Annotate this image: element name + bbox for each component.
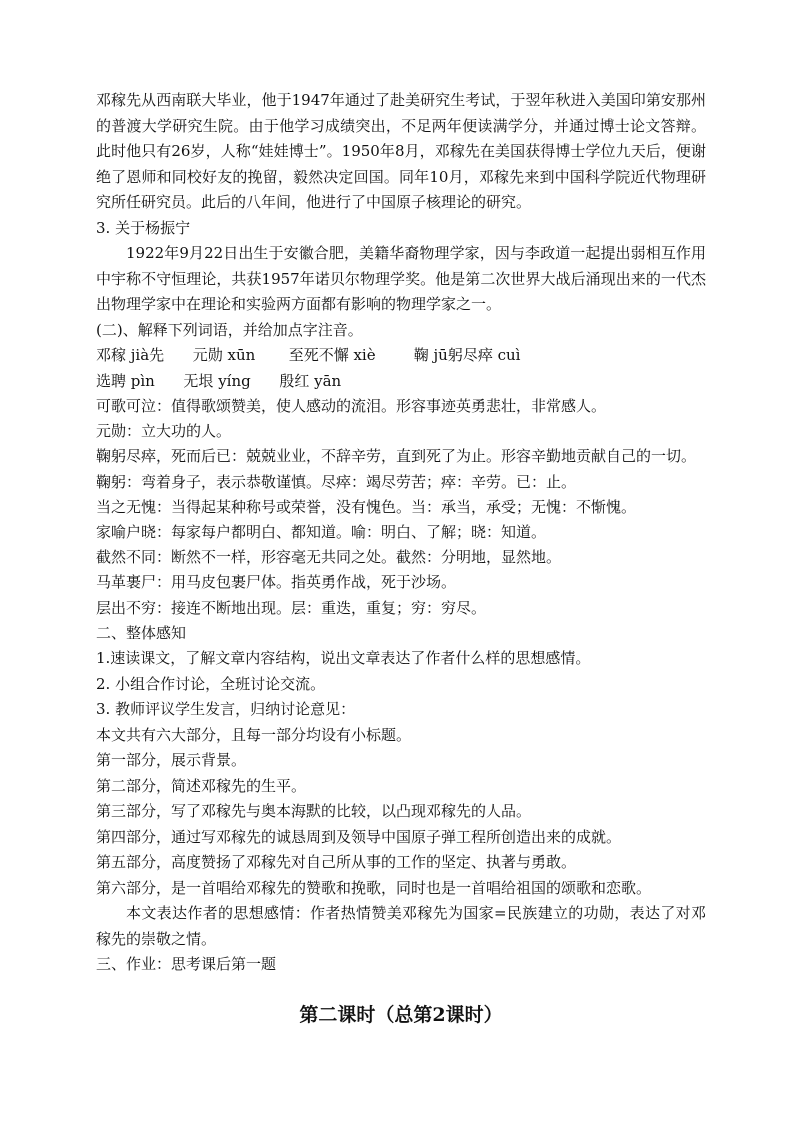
vocab-line: 选聘 pìn 无垠 yíng 殷红 yān — [96, 371, 342, 390]
definition-item: 家喻户晓：每家每户都明白、都知道。喻：明白、了解；晓：知道。 — [96, 523, 547, 542]
lesson-title: 第二课时（总第2课时） — [299, 1003, 503, 1026]
overview-item: 本文共有六大部分，且每一部分均设有小标题。 — [96, 725, 412, 744]
definition-item: 截然不同：断然不一样，形容毫无共同之处。截然：分明地，显然地。 — [96, 548, 562, 567]
overview-item: 2. 小组合作讨论，全班讨论交流。 — [96, 674, 326, 693]
definition-item: 元勋：立大功的人。 — [96, 422, 232, 441]
vocab-line: 邓稼 jià先 元勋 xūn 至死不懈 xiè 鞠 jū躬尽瘁 cuì — [96, 346, 521, 364]
definition-item: 马革裹尸：用马皮包裹尸体。指英勇作战，死于沙场。 — [96, 573, 457, 592]
paragraph-yang-biography: 1922年9月22日出生于安徽合肥，美籍华裔物理学家，因与李政道一起提出弱相互作用中宇称不守恒理论，共获1957年诺贝尔物理学奖。他是第二次世界大战后涌现出来的一代杰出物理学家中在理论和实验两方面都有影响的物理学家之一。 — [96, 244, 706, 313]
definition-item: 层出不穷：接连不断地出现。层：重迭，重复；穷：穷尽。 — [96, 598, 487, 617]
overview-item: 第一部分，展示背景。 — [96, 751, 247, 770]
overview-item: 第三部分，写了邓稼先与奥本海默的比较，以凸现邓稼先的人品。 — [96, 802, 532, 821]
definition-list — [96, 394, 706, 621]
section-heading-overview: 二、整体感知 — [96, 623, 187, 642]
section-heading-homework: 三、作业：思考课后第一题 — [96, 955, 277, 974]
overview-item: 1.速读课文，了解文章内容结构，说出文章表达了作者什么样的思想感情。 — [96, 649, 591, 668]
definition-item: 可歌可泣：值得歌颂赞美，使人感动的流泪。形容事迹英勇悲壮，非常感人。 — [96, 397, 607, 415]
overview-list — [96, 646, 706, 901]
overview-item: 3. 教师评议学生发言，归纳讨论意见： — [96, 700, 356, 719]
overview-item: 第六部分，是一首唱给邓稼先的赞歌和挽歌，同时也是一首唱给祖国的颂歌和恋歌。 — [96, 878, 652, 897]
overview-item: 第四部分，通过写邓稼先的诚恳周到及领导中国原子弹工程所创造出来的成就。 — [96, 827, 622, 846]
heading-vocab-task: (二)、解释下列词语，并给加点字注音。 — [96, 320, 363, 339]
paragraph-deng-biography: 邓稼先从西南联大毕业，他于1947年通过了赴美研究生考试，于翌年秋进入美国印第安那州的普渡大学研究生院。由于他学习成绩突出，不足两年便读满学分，并通过博士论文答辩。此时他只有26岁，人称“娃娃博士”。1950年8月，邓稼先在美国获得博士学位九天后，便谢绝了恩师和同校好友的挽留，毅然决定回国。同年10月，邓稼先来到中国科学院近代物理研究所任研究员。此后的八年间，他进行了中国原子核理论的研究。 — [96, 91, 706, 211]
overview-item: 第二部分，简述邓稼先的生平。 — [96, 776, 307, 795]
overview-item: 第五部分，高度赞扬了邓稼先对自己所从事的工作的坚定、执著与勇敢。 — [96, 853, 577, 872]
summary-paragraph: 本文表达作者的思想感情：作者热情赞美邓稼先为国家=民族建立的功勋，表达了对邓稼先的崇敬之情。 — [96, 904, 706, 948]
definition-item: 当之无愧：当得起某种称号或荣誉，没有愧色。当：承当，承受；无愧：不惭愧。 — [96, 497, 637, 516]
heading-about-yang: 3. 关于杨振宁 — [96, 218, 191, 237]
document-page — [96, 88, 706, 1030]
definition-item: 鞠躬尽瘁，死而后已：兢兢业业，不辞辛劳，直到死了为止。形容辛勤地贡献自己的一切。鞠躬：弯着身子，表示恭敬谨慎。尽瘁：竭尽劳苦；瘁：辛劳。已：止。 — [96, 447, 697, 491]
